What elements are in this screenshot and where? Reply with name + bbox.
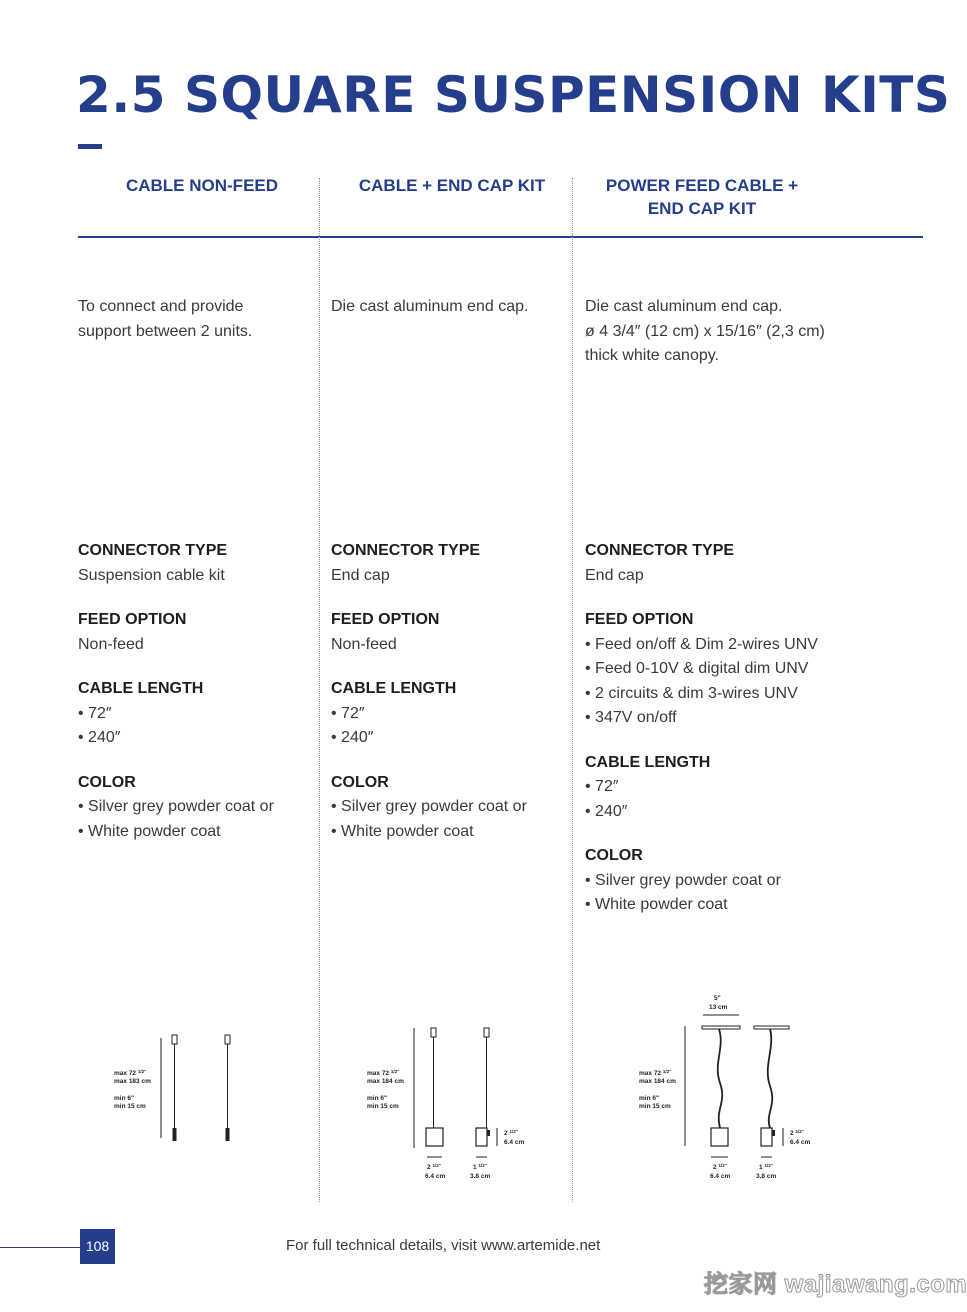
max-length-in: max 72 $^{1/2"}$ [639,1069,672,1077]
list-item: • 240″ [331,726,566,751]
column-header-cable-non-feed: CABLE NON-FEED [125,176,279,195]
cable-length-list [331,702,566,751]
width-cm: 3.8 cm [470,1173,491,1180]
max-length-in: max 72 $^{1/2"}$ [114,1069,147,1077]
description-line: ø 4 3/4″ (12 cm) x 15/16″ (2,3 cm) [585,322,825,340]
description-line: support between 2 units. [78,322,253,340]
min-length-cm: min 15 cm [639,1103,671,1110]
color-label: COLOR [585,847,643,864]
min-length-cm: min 15 cm [114,1103,146,1110]
height-cm: 6.4 cm [504,1139,525,1146]
end-cap-narrow-icon [476,1028,497,1157]
description-col1 [78,295,313,344]
end-cap-square-icon [426,1028,443,1157]
min-length-in: min 6" [639,1095,660,1102]
feed-option-label: FEED OPTION [585,611,694,628]
list-item: • 240″ [78,726,313,751]
title-underline-dash [78,144,102,149]
header-rule [78,236,923,238]
footer-rule [0,1247,80,1248]
connector-type-value: End cap [585,566,644,584]
cable-length-label: CABLE LENGTH [585,753,711,771]
max-length-in: max 72 $^{1/2"}$ [367,1069,400,1077]
drawing-cable-non-feed [100,1020,280,1160]
height-cm: 6.4 cm [790,1139,811,1146]
cable-kit-icon [225,1035,230,1141]
specs-col2 [331,539,566,844]
min-length-in: min 6" [367,1095,388,1102]
list-item: • 72″ [331,702,566,727]
connector-type-value: Suspension cable kit [78,566,225,584]
cable-length-list [585,775,915,824]
color-list [331,795,566,844]
feed-option-value: Non-feed [78,635,144,653]
list-item: • 347V on/off [585,706,915,731]
max-length-cm: max 183 cm [114,1078,151,1085]
specs-col1 [78,539,313,844]
canopy-width-cm: 13 cm [709,1004,728,1011]
color-list [78,795,313,844]
cable-length-label: CABLE LENGTH [331,680,457,697]
list-item: • White powder coat [78,820,313,845]
list-item: • Feed 0-10V & digital dim UNV [585,657,915,682]
list-item: • 2 circuits & dim 3-wires UNV [585,682,915,707]
connector-type-value: End cap [331,566,390,584]
color-label: COLOR [331,773,389,791]
width-cm: 6.4 cm [425,1173,446,1180]
list-item: • White powder coat [585,893,915,918]
width-in: 2 $^{1/2"}$ [427,1163,441,1171]
list-item: • White powder coat [331,820,566,845]
connector-type-label: CONNECTOR TYPE [78,542,228,559]
height-in: 2 $^{1/2"}$ [790,1129,804,1137]
connector-type-label: CONNECTOR TYPE [331,542,481,559]
width-cm: 6.4 cm [710,1173,731,1180]
color-label: COLOR [78,773,136,791]
description-col3 [585,295,915,369]
width-in: 1 $^{1/2"}$ [759,1163,773,1171]
min-length-cm: min 15 cm [367,1103,399,1110]
drawing-power-feed [625,988,855,1188]
height-in: 2 $^{1/2"}$ [504,1129,518,1137]
footer-text: For full technical details, visit www.artemide.net [286,1237,601,1254]
watermark: 挖家网 wajiawang.com [704,1271,967,1298]
list-item: • 240″ [585,800,915,825]
feed-option-label: FEED OPTION [78,611,187,628]
max-length-cm: max 184 cm [639,1078,676,1085]
list-item: • Silver grey powder coat or [331,795,566,820]
description-line: thick white canopy. [585,347,719,364]
column-header-cable-end-cap: CABLE + END CAP KIT [358,176,546,195]
cable-kit-icon [172,1035,177,1141]
specs-col3 [585,539,915,918]
feed-option-list [585,633,915,731]
description-line: To connect and provide [78,298,244,315]
page-title: 2.5 SQUARE SUSPENSION KITS [76,66,951,124]
list-item: • Feed on/off & Dim 2-wires UNV [585,633,915,658]
width-in: 2 $^{1/2"}$ [713,1163,727,1171]
connector-type-label: CONNECTOR TYPE [585,542,735,559]
feed-option-value: Non-feed [331,635,397,653]
page-number: 108 [80,1229,115,1264]
width-cm: 3.8 cm [756,1173,777,1180]
list-item: • Silver grey powder coat or [78,795,313,820]
color-list [585,869,915,918]
description-col2 [331,295,566,320]
cable-length-label: CABLE LENGTH [78,680,204,697]
description-line: Die cast aluminum end cap. [585,298,783,315]
drawing-cable-end-cap [355,1020,555,1190]
column-header-line: POWER FEED CABLE + [605,176,799,195]
column-divider [572,178,573,1202]
canopy-width-in: 5" [714,995,721,1002]
column-header-power-feed [578,174,826,220]
description-line: Die cast aluminum end cap. [331,298,529,315]
list-item: • 72″ [78,702,313,727]
column-header-line: END CAP KIT [647,199,757,218]
width-in: 1 $^{1/2"}$ [473,1163,487,1171]
column-divider [319,178,320,1202]
min-length-in: min 6" [114,1095,135,1102]
max-length-cm: max 184 cm [367,1078,404,1085]
power-feed-end-cap-narrow-icon [754,1026,789,1157]
list-item: • 72″ [585,775,915,800]
cable-length-list [78,702,313,751]
list-item: • Silver grey powder coat or [585,869,915,894]
power-feed-end-cap-icon [702,1026,740,1157]
feed-option-label: FEED OPTION [331,611,440,628]
